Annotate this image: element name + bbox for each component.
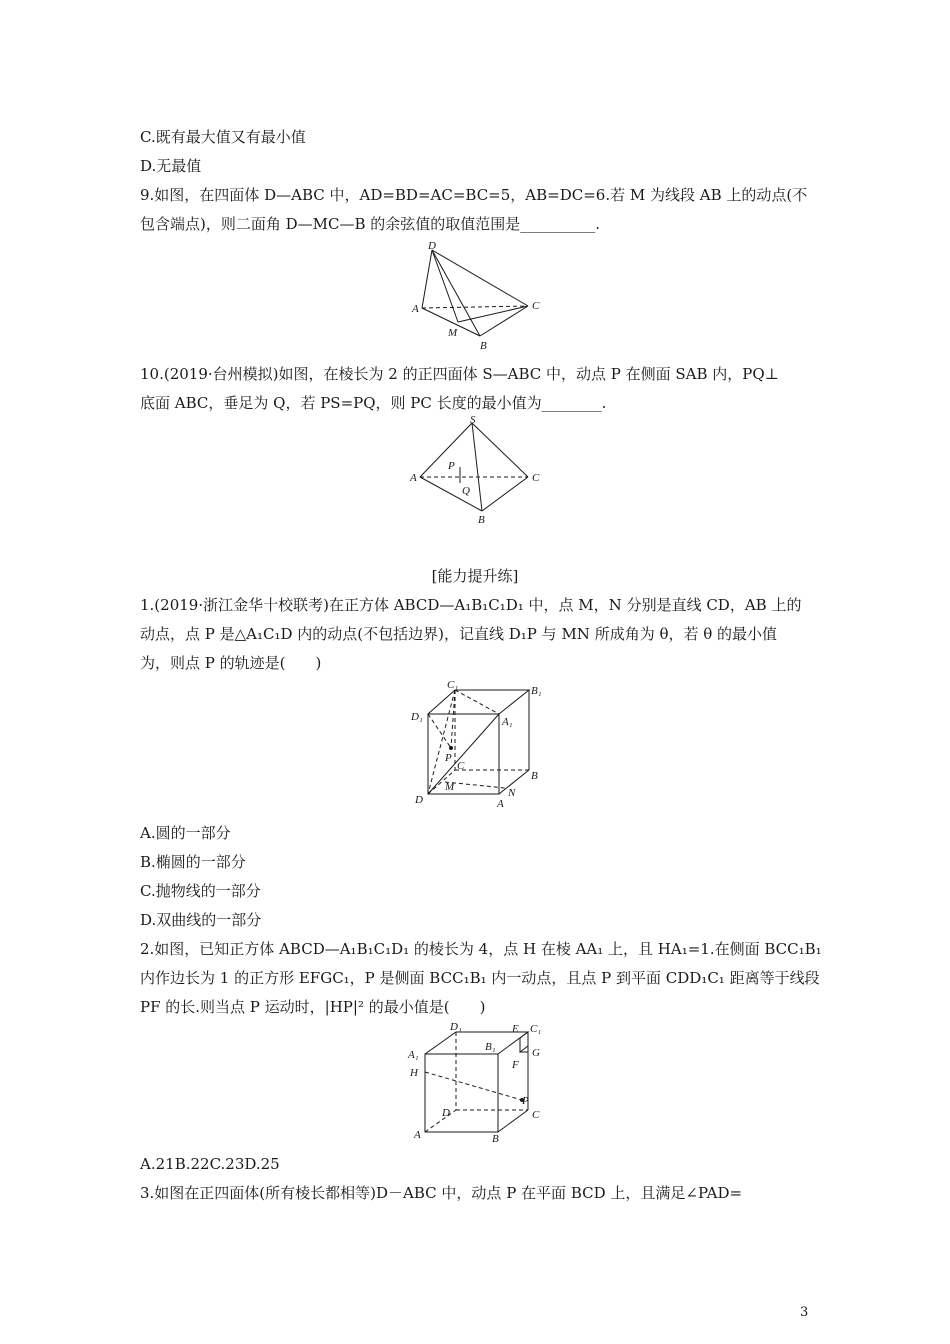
- fig3-label-d1: D₁: [411, 711, 423, 723]
- problem-9-line-1: 9.如图，在四面体 D—ABC 中，AD=BD=AC=BC=5，AB=DC=6.若 M 为线段 AB 上的动点(不: [140, 186, 808, 204]
- fig3-label-b1: B₁: [531, 685, 542, 697]
- fig3-label-p: P: [445, 752, 452, 764]
- section-title: [能力提升练]: [431, 567, 519, 585]
- fig3-label-c1: C₁: [447, 679, 459, 691]
- ability-problem-2-line-1: 2.如图，已知正方体 ABCD—A₁B₁C₁D₁ 的棱长为 4，点 H 在棱 AA₁ 上，且 HA₁=1.在侧面 BCC₁B₁: [140, 940, 822, 958]
- figure-cube-problem-2: [400, 1020, 560, 1146]
- fig4-label-e: E: [512, 1023, 519, 1035]
- fig4-label-c: C: [532, 1109, 540, 1121]
- ability-problem-2-options: A.21B.22C.23D.25: [140, 1155, 280, 1173]
- fig3-label-n: N: [508, 787, 516, 799]
- option-b-ellipse: B.椭圆的一部分: [140, 853, 246, 871]
- fig4-label-b1: B₁: [485, 1041, 496, 1053]
- fig1-label-a: A: [412, 303, 419, 315]
- problem-9-line-2: 包含端点)，则二面角 D—MC—B 的余弦值的取值范围是__________.: [140, 215, 601, 233]
- fig2-label-b: B: [478, 514, 485, 526]
- figure-tetrahedron-d-abc: [400, 238, 560, 354]
- option-d-hyperbola: D.双曲线的一部分: [140, 911, 262, 929]
- problem-10-line-2: 底面 ABC，垂足为 Q，若 PS=PQ，则 PC 长度的最小值为________.: [140, 394, 607, 412]
- fig2-label-p: P: [448, 460, 455, 472]
- option-c-text: C.既有最大值又有最小值: [140, 128, 306, 146]
- option-c-parabola: C.抛物线的一部分: [140, 882, 261, 900]
- fig4-label-c1: C₁: [530, 1023, 542, 1035]
- fig3-label-c: C: [457, 760, 465, 772]
- ability-problem-3-line-1: 3.如图在正四面体(所有棱长都相等)D－ABC 中，动点 P 在平面 BCD 上，且满足∠PAD=: [140, 1184, 743, 1202]
- fig1-label-d: D: [428, 240, 436, 252]
- fig4-label-d1: D₁: [450, 1021, 462, 1033]
- option-d-text: D.无最值: [140, 157, 202, 175]
- fig2-label-s: S: [470, 415, 476, 426]
- fig2-label-a: A: [410, 472, 417, 484]
- fig4-label-b: B: [492, 1133, 499, 1145]
- figure-regular-tetrahedron-s-abc: [400, 415, 560, 527]
- fig2-label-c: C: [532, 472, 540, 484]
- ability-problem-1-line-1: 1.(2019·浙江金华十校联考)在正方体 ABCD—A₁B₁C₁D₁ 中，点 M，N 分别是直线 CD，AB 上的: [140, 596, 802, 614]
- fig4-label-a1: A₁: [408, 1049, 419, 1061]
- fig3-label-a: A: [497, 798, 504, 810]
- ability-problem-1-line-3: 为，则点 P 的轨迹是( ): [140, 654, 322, 672]
- fig4-label-a: A: [414, 1129, 421, 1141]
- page-number: 3: [800, 1305, 809, 1320]
- fig4-label-f: F: [512, 1059, 519, 1071]
- figure-cube-problem-1: [405, 678, 555, 812]
- fig4-label-d: D: [442, 1107, 450, 1119]
- fig3-label-b: B: [531, 770, 538, 782]
- fig1-label-m: M: [448, 327, 458, 339]
- fig4-label-p: P: [522, 1095, 529, 1107]
- fig4-label-h: H: [410, 1067, 418, 1079]
- fig1-label-b: B: [480, 340, 487, 352]
- ability-problem-1-line-2: 动点，点 P 是△A₁C₁D 内的动点(不包括边界)，记直线 D₁P 与 MN 所成角为 θ，若 θ 的最小值: [140, 625, 778, 643]
- fig3-label-a1: A₁: [502, 716, 513, 728]
- fig3-label-m: M: [445, 781, 455, 793]
- option-a-circle: A.圆的一部分: [140, 824, 231, 842]
- fig1-label-c: C: [532, 300, 540, 312]
- ability-problem-2-line-3: PF 的长.则当点 P 运动时，|HP|² 的最小值是( ): [140, 998, 486, 1016]
- fig2-label-q: Q: [462, 485, 470, 497]
- fig4-label-g: G: [532, 1047, 540, 1059]
- fig3-label-d: D: [415, 794, 423, 806]
- problem-10-line-1: 10.(2019·台州模拟)如图，在棱长为 2 的正四面体 S—ABC 中，动点 P 在侧面 SAB 内，PQ⊥: [140, 365, 779, 383]
- ability-problem-2-line-2: 内作边长为 1 的正方形 EFGC₁，P 是侧面 BCC₁B₁ 内一动点，且点 P 到平面 CDD₁C₁ 距离等于线段: [140, 969, 820, 987]
